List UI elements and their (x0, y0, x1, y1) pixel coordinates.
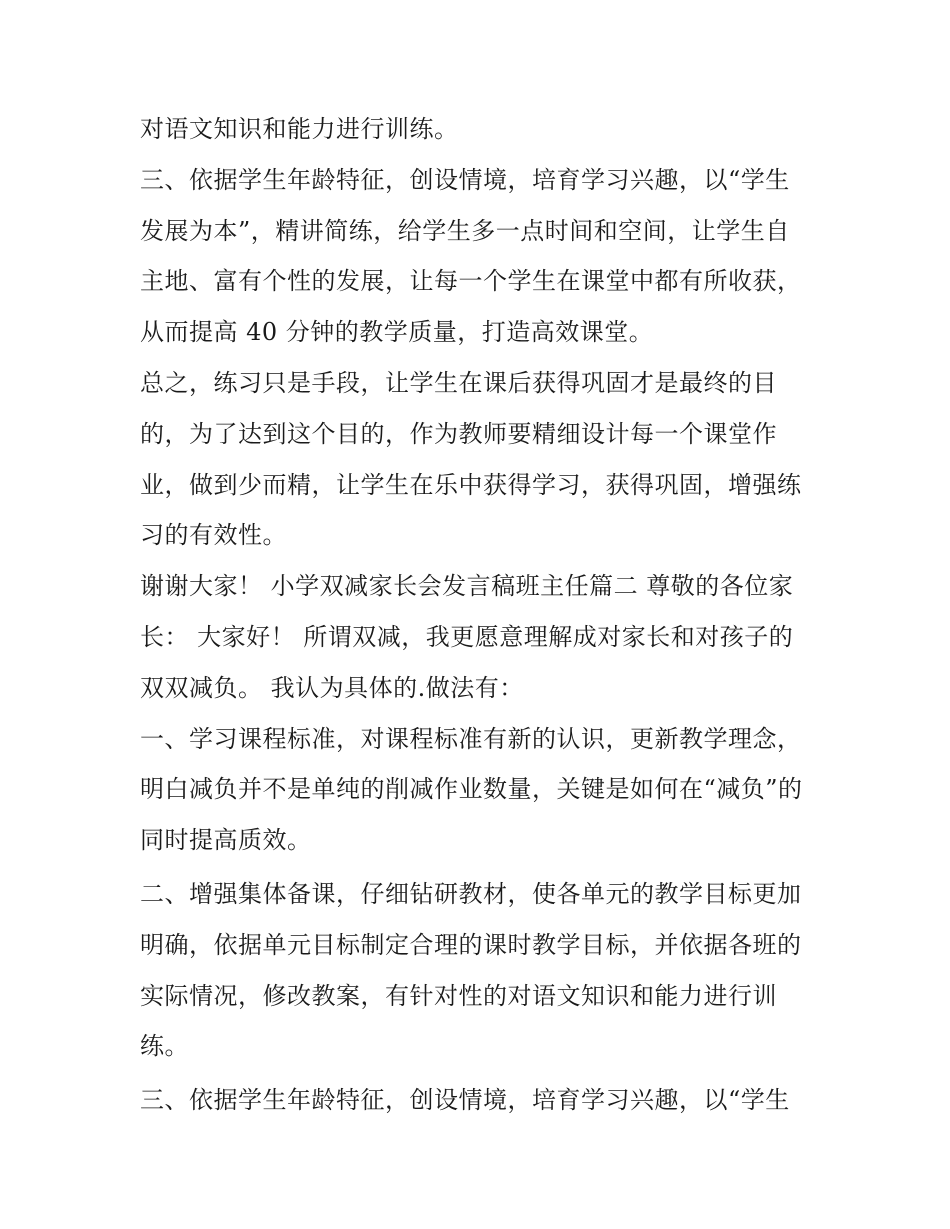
text-line: 三、依据学生年龄特征，创设情境，培育学习兴趣，以“学生 (140, 1086, 790, 1115)
text-line: 三、依据学生年龄特征，创设情境，培育学习兴趣，以“学生 (140, 165, 790, 194)
text-line: 明确，依据单元目标制定合理的课时教学目标，并依据各班的 (140, 930, 802, 959)
text-line: 总之，练习只是手段，让学生在课后获得巩固才是最终的目 (140, 368, 777, 397)
text-line: 对语文知识和能力进行训练。 (140, 115, 459, 143)
text-line: 从而提高 40 分钟的教学质量，打造高效课堂。 (140, 318, 654, 347)
text-line: 发展为本”，精讲简练，给学生多一点时间和空间，让学生自 (140, 216, 790, 245)
text-line: 同时提高质效。 (140, 826, 312, 855)
text-line: 一、学习课程标准，对课程标准有新的认识，更新教学理念， (140, 724, 802, 753)
text-line: 二、增强集体备课，仔细钻研教材，使各单元的教学目标更加 (140, 879, 802, 908)
text-line: 明白减负并不是单纯的削减作业数量，关键是如何在“减负”的 (140, 775, 803, 804)
body-text (140, 104, 820, 1126)
text-line: 的，为了达到这个目的，作为教师要精细设计每一个课堂作 (140, 419, 777, 448)
text-line: 长： 大家好！ 所谓双减，我更愿意理解成对家长和对孩子的 (140, 622, 794, 651)
text-line: 实际情况，修改教案，有针对性的对语文知识和能力进行训 (140, 981, 777, 1010)
text-line: 双双减负。 我认为具体的.做法有： (140, 673, 524, 702)
text-line: 谢谢大家！ 小学双减家长会发言稿班主任篇二 尊敬的各位家 (140, 572, 794, 601)
text-line: 习的有效性。 (140, 521, 287, 550)
text-line: 练。 (140, 1032, 189, 1061)
text-line: 主地、富有个性的发展，让每一个学生在课堂中都有所收获， (140, 267, 802, 296)
text-line: 业，做到少而精，让学生在乐中获得学习，获得巩固，增强练 (140, 470, 802, 499)
